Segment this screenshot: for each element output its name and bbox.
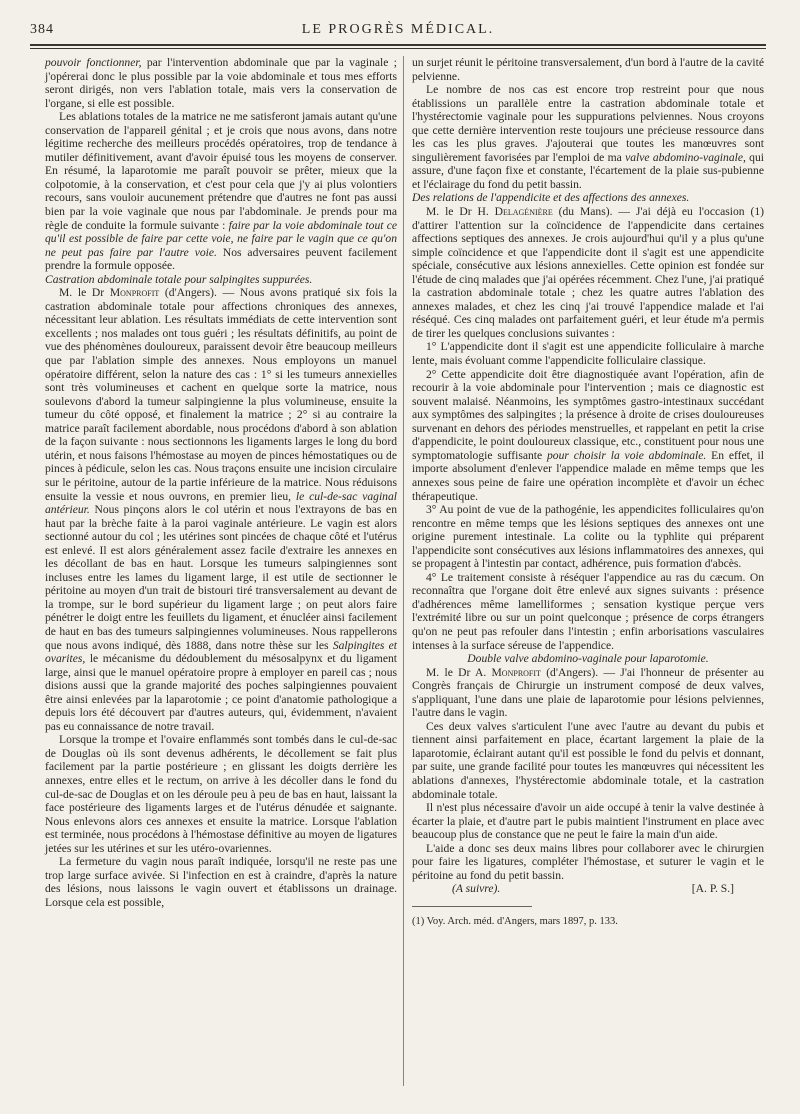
page-header bbox=[30, 18, 766, 40]
conclusion-item: 3° Au point de vue de la pathogénie, les appendicites folliculaires qu'on rencontre en même temps que les lésions septiques des annexes ont une origine purement intestinale. La colite ou la typhlite qui préparent l'appendicite sont consécutives aux lésions inflammatoires des annexes, qui se propagent à l'intestin par contact, adhérence, puis formation d'abcès. bbox=[412, 503, 764, 571]
italic-text: Salpingites et ovarites, bbox=[45, 638, 397, 666]
paragraph bbox=[412, 83, 764, 191]
conclusion-item bbox=[412, 368, 764, 503]
text: En effet, il importe absolument d'enlever l'appendice malade en même temps que les annexes sous peine de faire une opération incomplète et d'avoir un échec thérapeutique. bbox=[412, 448, 765, 503]
journal-title: LE PROGRÈS MÉDICAL. bbox=[301, 22, 495, 37]
italic-text: valve abdomino-vaginale, bbox=[625, 150, 746, 164]
text: (d'Angers). — Nous avons pratiqué six fois la castration abdominale totale pour affections chroniques des annexes, nécessitant leur ablation. Les résultats immédiats de cette intervention sont excellents ; nos malades ont tous guéri ; les résultats définitifs, au point de vue des phénomènes douloureux, paraissent devoir être beaucoup meilleurs que par l'ablation simple des annexes. Nous employons un manuel opératoire différent, selon la nature des cas : 1° si les tumeurs annexielles sont très volumineuses et cachent en quelque sorte la matrice, nous soulevons d'abord la tumeur salpingienne la plus volumineuse, ensuite la tumeur du côté opposé, et finalement la matrice ; 2° si au contraire la matrice paraît facilement abordable, nous procédons d'abord à son ablation de la façon suivante : nous sectionnons les ligaments larges le long du bord utérin, et nous faisons l'hémostase au moyen de pinces hémostatiques ou de pinces à pédicule, selon les cas. Nous traçons ensuite une incision circulaire sur le péritoine, autour de la partie inférieure de la matrice. Nous réduisons ensuite la vessie et nous ouvrons, en premier lieu, bbox=[45, 286, 397, 503]
paragraph bbox=[45, 286, 397, 733]
paragraph: La fermeture du vagin nous paraît indiquée, lorsqu'il ne reste pas une trop large surface avivée. Si l'infection en est à craindre, d'après la nature des lésions, nous laissons le vagin ouvert et établissons un drainage. Lorsque cela est possible, bbox=[45, 855, 397, 909]
paragraph bbox=[412, 205, 764, 340]
conclusion-item: 1° L'appendicite dont il s'agit est une appendicite folliculaire à marche lente, mais évoluant comme l'appendicite folliculaire classique. bbox=[412, 340, 764, 368]
text: (du Mans). — J'ai déjà eu l'occasion (1) d'attirer l'attention sur la coïncidence de l'appendicite dans certaines affections septiques des annexes. Je crois aujourd'hui qu'il y a plus qu'une simple coïncidence et que l'appendicite dont il s'agit est une appendicite spéciale, consécutive aux lésions annexielles. Cette opinion est fondée sur l'étude de cinq malades que j'ai opérées récemment. Chez l'une, j'ai pratiqué la castration abdominale totale ; chez les quatre autres l'ablation des annexes malades, et chez les cinq j'ai trouvé l'appendice malade et l'ai réséqué. Ces cinq malades ont parfaitement guéri, et leur étude m'a permis de tirer les quelques conclusions suivantes : bbox=[412, 205, 764, 340]
footnote-rule bbox=[412, 906, 532, 907]
text: M. le Dr A. bbox=[426, 665, 492, 679]
italic-text: pour choisir la voie abdominale. bbox=[547, 448, 707, 462]
left-column bbox=[45, 56, 397, 909]
paragraph: Il n'est plus nécessaire d'avoir un aide occupé à tenir la valve destinée à écarter la plaie, et d'autre part le pubis maintient l'instrument en place avec beaucoup plus de constance que ne peut le faire la main d'un aide. bbox=[412, 801, 764, 842]
text: qui assure, d'une façon fixe et constante, l'écartement de la plaie sus-pubienne et l'éclairage du fond du petit bassin. bbox=[412, 150, 764, 191]
right-column bbox=[412, 56, 764, 928]
section-subtitle: Castration abdominale totale pour salpingites suppurées. bbox=[45, 272, 313, 286]
italic-text: pouvoir fonctionner, bbox=[45, 56, 142, 69]
header-rule-thin bbox=[30, 48, 766, 49]
footnote: (1) Voy. Arch. méd. d'Angers, mars 1897, p. 133. bbox=[412, 915, 618, 927]
text: Nos adversaires peuvent facilement prendre la formule opposée. bbox=[45, 245, 397, 273]
italic-text: faire par la voie abdominale tout ce qu'il est possible de faire par cette voie, ne faire par le vagin que ce qu'on ne peut pas faire par l'autre voie. bbox=[45, 218, 397, 259]
italic-text: le cul-de-sac vaginal antérieur. bbox=[45, 489, 397, 517]
paragraph: L'aide a donc ses deux mains libres pour collaborer avec le chirurgien pour faire les ligatures, compléter l'hémostase, et suturer le vagin et le péritoine au fond du petit bassin. bbox=[412, 841, 764, 882]
to-be-continued: (A suivre). bbox=[452, 882, 501, 896]
column-separator bbox=[403, 56, 404, 1086]
author-name: Delagénière bbox=[494, 205, 553, 219]
text: Les ablations totales de la matrice ne me satisferont jamais autant qu'une conservation de l'appareil génital ; et je crois que nous avons, dans notre légitime recherche des meilleurs procédés opératoires, trop de tendance à mutiler définitivement, avant d'avoir épuisé tous les moyens de conserver. En résumé, la laparotomie me paraît pouvoir se prêter, mieux que la colpotomie, à la conservation, et c'est pour cela que j'y ai plus volontiers recours, sans vouloir aucunement prétendre que d'autres ne font pas aussi bien par la voie vaginale que nous par l'abdominale. Je prends pour ma règle de conduite la formule suivante : bbox=[45, 110, 397, 232]
page-number: 384 bbox=[30, 22, 54, 37]
section-subtitle: Des relations de l'appendicite et des affections des annexes. bbox=[412, 191, 690, 205]
text: 2° Cette appendicite doit être diagnostiquée avant l'opération, afin de recourir à la voie abdominale pour l'intervention ; mais ce diagnostic est souvent malaisé. Néanmoins, les symptômes gastro-intestinaux succédant aux symptômes des salpingites ; la présence à droite de crises douloureuses survenant en dehors des périodes menstruelles, et rappelant en petit la crise d'appendicite, le point douloureux classique, etc., constituent pour nous une symptomatologie suffisante bbox=[412, 367, 764, 462]
author-name: Monprofit bbox=[109, 286, 160, 300]
paragraph: Ces deux valves s'articulent l'une avec l'autre au devant du pubis et tiennent ainsi parfaitement en place, écartant largement la plaie de la laparotomie, éclairant autant qu'il est possible le fond du pelvis et donnant, par suite, une grande facilité pour toutes les manœuvres qui nécessitent les ablations d'annexes, l'hystérectomie abdominale totale, et la castration abdominale totale. bbox=[412, 719, 764, 801]
text: Nous pinçons alors le col utérin et nous l'extrayons de bas en haut par la brèche faite à la paroi vaginale antérieure. Le vagin est alors sectionné autour du col ; les utérines sont pincées de chaque côté et l'utérus est enlevé. Il est alors généralement assez facile d'extraire les annexes en les décollant de bas en haut. Lorsque les tumeurs salpingiennes sont incluses entre les lames du ligament large, il est utile de sectionner le péritoine au moyen d'un trait de bistouri tiré transversalement au devant de la trompe, sur le bord supérieur du ligament large ; on peut alors faire pénétrer le doigt entre les feuillets du ligament, et énucléer ainsi facilement de haut en bas des tumeurs salpingiennes volumineuses. Nous rappellerons que nous avons indiqué, dès 1888, dans notre thèse sur les bbox=[45, 503, 397, 652]
text: (d'Angers). — J'ai l'honneur de présenter au Congrès français de Chirurgie un instrument composé de deux valves, s'appliquant, l'une dans une plaie de laparotomie pour lésions pelviennes, l'autre dans le vagin. bbox=[412, 665, 764, 720]
section-subtitle: Double valve abdomino-vaginale pour laparotomie. bbox=[467, 652, 709, 666]
text: M. le Dr H. bbox=[426, 205, 495, 219]
text: Le nombre de nos cas est encore trop restreint pour que nous établissions un parallèle entre la castration abdominale totale et l'hystérectomie vaginale pour les suppurations pelviennes. Nous croyons que cette dernière intervention reste toujours une précieuse ressource dans les cas les plus graves. J'ajouterai que toutes les manœuvres sont singulièrement favorisées par l'emploi de ma bbox=[412, 83, 764, 164]
signature-line bbox=[412, 882, 764, 896]
author-initials: [A. P. S.] bbox=[691, 882, 734, 896]
conclusion-item: 4° Le traitement consiste à réséquer l'appendice au ras du cæcum. On reconnaîtra que l'organe doit être enlevé aux signes suivants : présence d'adhérences même lamelliformes ; sensation kystique perçue vers l'extrémité libre ou sur un point quelconque ; présence de corps étrangers qu'on ne peut pas refouler dans l'intestin ; enfin arborisations vasculaires intenses à la surface séreuse de l'appendice. bbox=[412, 570, 764, 652]
text: par l'intervention abdominale que par la vaginale ; j'opérerai donc le plus possible par la voie abdominale et tous mes efforts seront dirigés, non vers l'ablation totale, mais vers la conservation de l'organe, si elle est possible. bbox=[45, 56, 398, 110]
author-name: Monprofit bbox=[491, 665, 541, 679]
text: M. le Dr bbox=[59, 286, 110, 300]
paragraph bbox=[412, 666, 764, 720]
paragraph: Lorsque la trompe et l'ovaire enflammés sont tombés dans le cul-de-sac de Douglas où ils sont devenus adhérents, le décollement se fait plus facilement par la partie postérieure ; en glissant les doigts derrière les annexes, entre elles et le rectum, on arrive à les décoller dans le fond du cul-de-sac de Douglas et on les déroule peu à peu de bas en haut, laissant la face postérieure des ligaments larges et de l'utérus dénudée et saignante. Nous enlevons alors ces annexes et ensuite la matrice. Lorsque l'ablation est terminée, nous procédons à l'hémostase définitive au moyen de ligatures jetées sur les utérines et sur les utéro-ovariennes. bbox=[45, 733, 397, 855]
paragraph bbox=[45, 56, 397, 110]
header-rule bbox=[30, 44, 766, 46]
paragraph: un surjet réunit le péritoine transversalement, d'un bord à l'autre de la cavité pelvienne. bbox=[412, 56, 764, 83]
text: le mécanisme du dédoublement du mésosalpynx et du ligament large, ainsi que le manuel opératoire propre à employer en pareil cas ; nous disions aussi que la grande majorité des poches salpingiennes pouvaient être ainsi enlevées par la laparotomie ; ce point d'anatomie pathologique a depuis lors été découvert par d'autres auteurs, qui, évidemment, n'avaient pas eu connaissance de notre travail. bbox=[45, 652, 397, 733]
paragraph bbox=[45, 110, 397, 273]
